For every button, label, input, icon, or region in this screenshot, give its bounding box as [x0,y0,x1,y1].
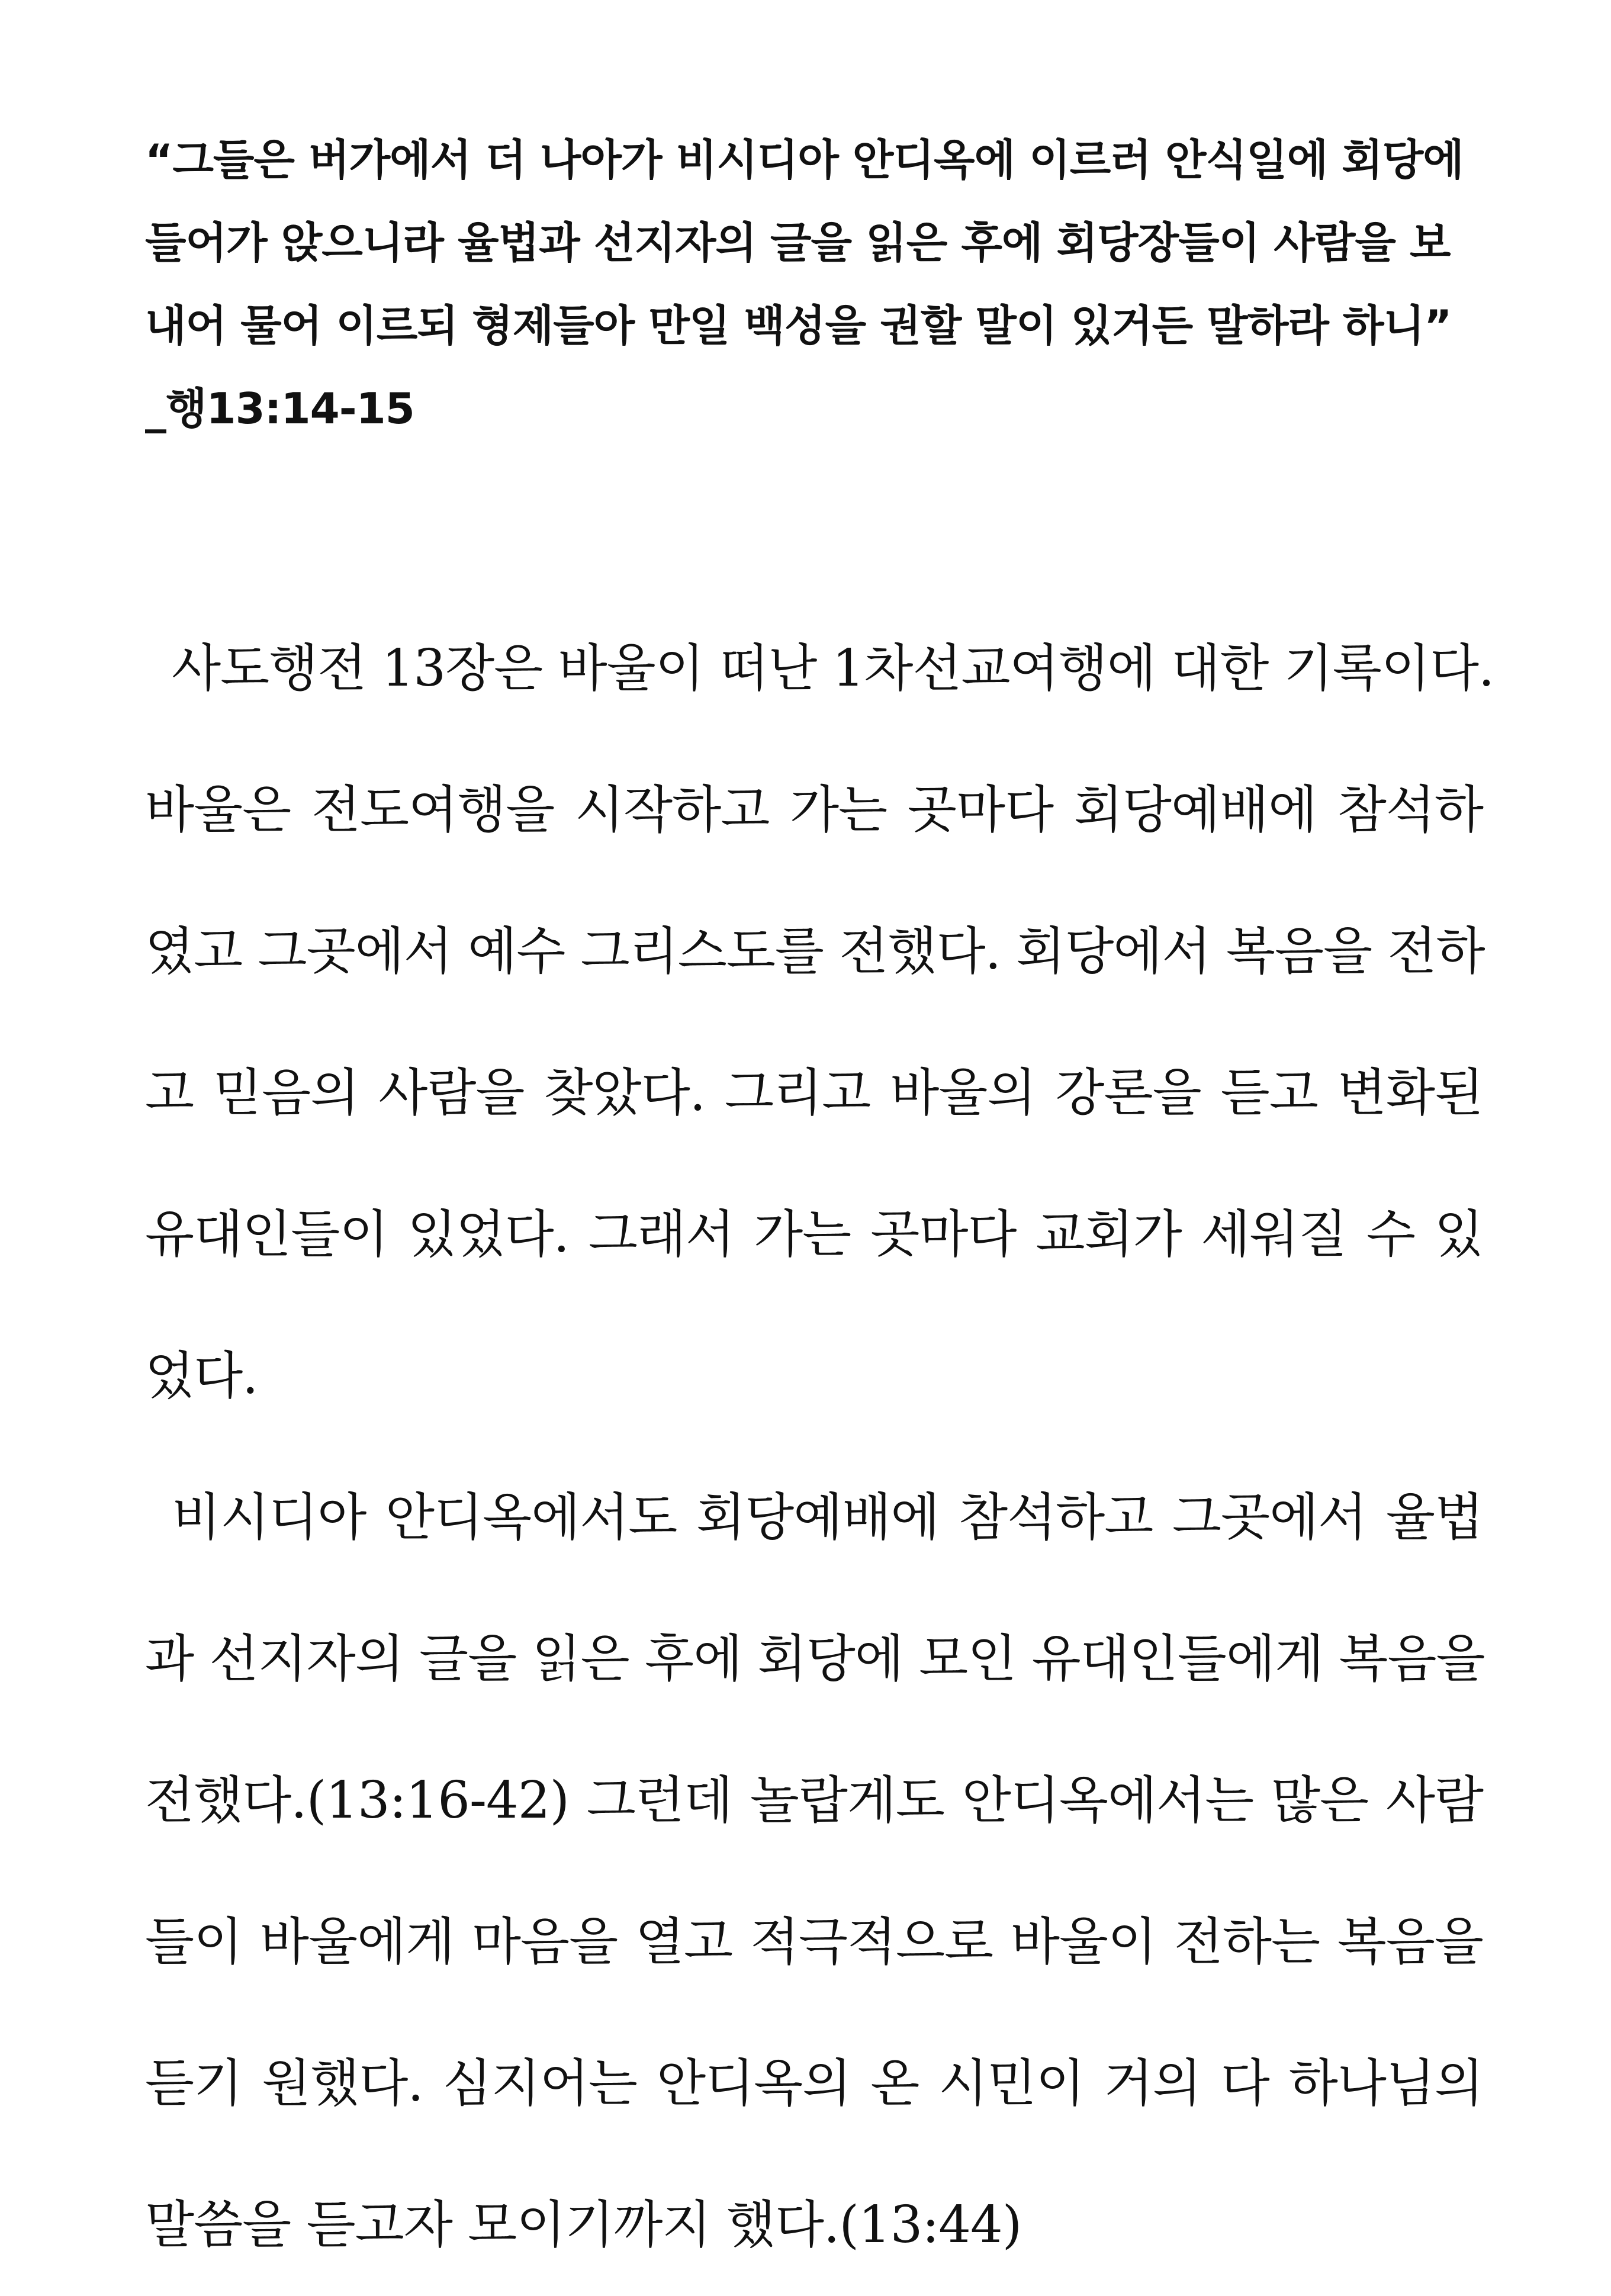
paragraph-line: 였고 그곳에서 예수 그리스도를 전했다. 회당에서 복음을 전하 [145,922,1485,981]
quote-line: 들어가 앉으니라 율법과 선지자의 글을 읽은 후에 회당장들이 사람을 보 [145,218,1451,268]
paragraph-line: 비시디아 안디옥에서도 회당예배에 참석하고 그곳에서 율법 [172,1488,1483,1547]
scripture-quote [145,118,1483,450]
paragraph-line: 전했다.(13:16-42) 그런데 놀랍게도 안디옥에서는 많은 사람 [145,1771,1483,1830]
quote-reference: _행13:14-15 [145,384,414,433]
paragraph-line: 고 믿음의 사람을 찾았다. 그리고 바울의 강론을 듣고 변화된 [145,1063,1483,1123]
paragraph-2 [145,1447,1483,2296]
quote-line: “그들은 버가에서 더 나아가 비시디아 안디옥에 이르러 안식일에 회당에 [145,135,1464,185]
paragraph-line: 들이 바울에게 마음을 열고 적극적으로 바울이 전하는 복음을 [145,1912,1483,1972]
paragraph-line: 유대인들이 있었다. 그래서 가는 곳마다 교회가 세워질 수 있 [145,1205,1483,1264]
paragraph-1 [145,598,1494,1447]
paragraph-line: 과 선지자의 글을 읽은 후에 회당에 모인 유대인들에게 복음을 [145,1629,1485,1689]
paragraph-line: 사도행전 13장은 바울이 떠난 1차선교여행에 대한 기록이다. [172,639,1494,698]
paragraph-line: 었다. [145,1346,258,1406]
paragraph-line: 말씀을 듣고자 모이기까지 했다.(13:44) [145,2195,1022,2255]
paragraph-line: 바울은 전도여행을 시작하고 가는 곳마다 회당예배에 참석하 [145,780,1483,840]
quote-line: 내어 물어 이르되 형제들아 만일 백성을 권할 말이 있거든 말하라 하니” [145,301,1452,350]
paragraph-line: 듣기 원했다. 심지어는 안디옥의 온 시민이 거의 다 하나님의 [145,2054,1483,2113]
body-text [145,598,1494,2296]
